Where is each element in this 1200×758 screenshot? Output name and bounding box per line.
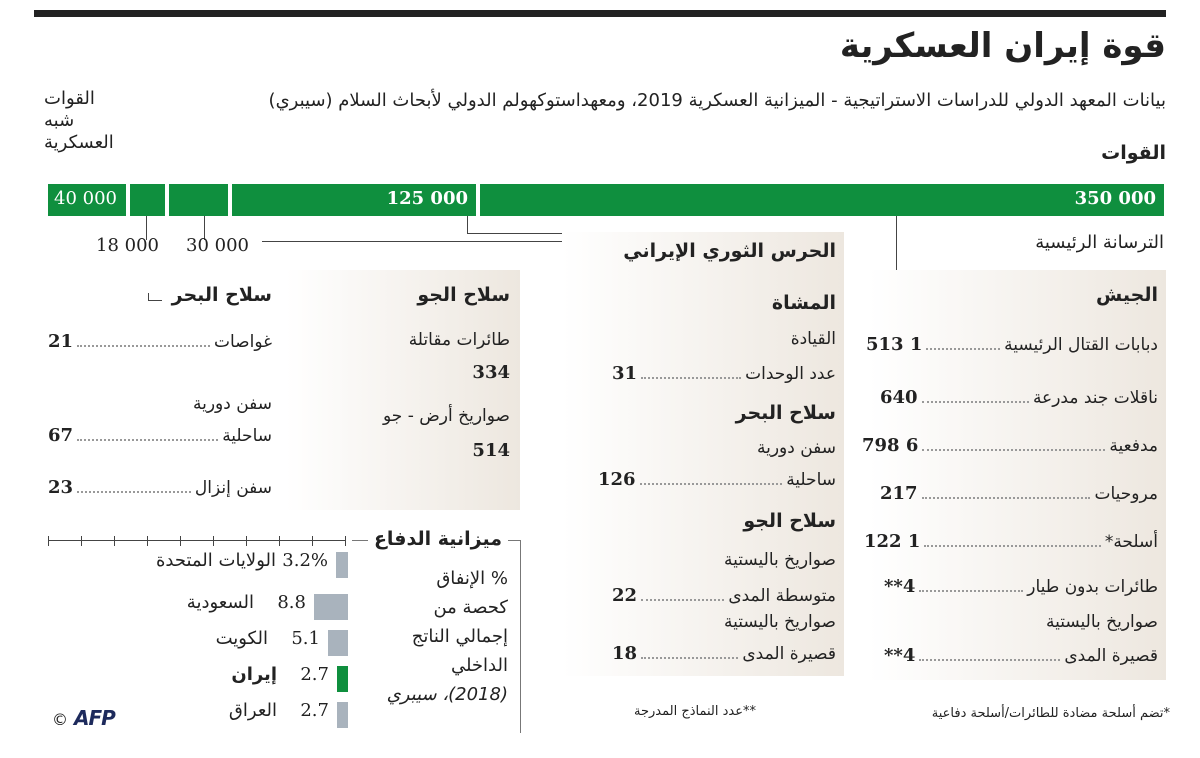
budget-axis-tick [345, 536, 346, 546]
budget-bar-3 [337, 666, 348, 692]
budget-bar-0 [336, 552, 348, 578]
budget-axis [48, 540, 346, 541]
navy-patrol-label1: سفن دورية [192, 394, 272, 414]
army-row-srbm: قصيرة المدى 4** [884, 645, 1158, 666]
budget-axis-tick [180, 536, 181, 546]
irgc-air-srbm-label1: صواريخ باليستية [723, 612, 836, 632]
irgc-title: الحرس الثوري الإيراني [623, 240, 836, 262]
budget-value-2: 5.1 [291, 628, 320, 649]
airforce-panel [286, 270, 520, 510]
irgc-navy-row: ساحلية 126 [598, 469, 836, 490]
budget-country-0: الولايات المتحدة [155, 550, 276, 571]
budget-value-4: 2.7 [300, 700, 329, 721]
budget-bar-4 [337, 702, 348, 728]
bar-label-paramilitary: 40 000 [54, 188, 117, 209]
budget-bar-1 [314, 594, 348, 620]
irgc-navy-label1: سفن دورية [756, 438, 836, 458]
bar-airforce [169, 184, 228, 216]
irgc-infantry-title: المشاة [771, 292, 836, 314]
paramilitary-label: القوات شبه العسكرية [44, 88, 114, 153]
footnote-models: **عدد النماذج المدرجة [634, 704, 756, 719]
irgc-navy-title: سلاح البحر [735, 402, 836, 424]
budget-value-1: 8.8 [277, 592, 306, 613]
army-row-tanks: دبابات القتال الرئيسية 1 513 [866, 334, 1158, 355]
airforce-title: سلاح الجو [417, 284, 510, 306]
army-srbm-label1: صواريخ باليستية [1045, 612, 1158, 632]
copyright-symbol: © [52, 710, 68, 729]
budget-axis-tick [147, 536, 148, 546]
budget-country-2: الكويت [215, 628, 268, 649]
budget-axis-tick [81, 536, 82, 546]
bar-army [480, 184, 1164, 216]
connector-350000 [896, 216, 897, 270]
budget-axis-tick [48, 536, 49, 546]
navy-patrol-row: ساحلية 67 [48, 425, 272, 446]
budget-bar-2 [328, 630, 348, 656]
bar-navy [130, 184, 165, 216]
navy-landing-row: سفن إنزال 23 [48, 477, 272, 498]
forces-label: القوات [1101, 142, 1166, 164]
army-row-helicopters: مروحيات 217 [880, 483, 1158, 504]
budget-value-3: 2.7 [300, 664, 329, 685]
connector-125000-h [467, 233, 562, 234]
arsenal-label: الترسانة الرئيسية [1035, 232, 1164, 253]
budget-description: % الإنفاق كحصة من إجمالي الناتج الداخلي (2018)، سيبري [386, 568, 508, 705]
navy-submarines-row: غواصات 21 [48, 331, 272, 352]
top-rule [34, 10, 1166, 17]
budget-value-0: 3.2% [282, 550, 328, 571]
connector-navy-h [148, 300, 162, 301]
budget-title: ميزانية الدفاع [368, 528, 508, 550]
label-18000: 18 000 [96, 235, 159, 256]
irgc-infantry-row: عدد الوحدات 31 [612, 363, 836, 384]
army-row-weapons: أسلحة* 1 122 [864, 531, 1158, 552]
navy-title: سلاح البحر [171, 284, 272, 306]
label-30000: 30 000 [186, 235, 249, 256]
irgc-infantry-label1: القيادة [790, 329, 836, 349]
airforce-fighters-value: 334 [472, 362, 510, 383]
irgc-air-mrbm-row: متوسطة المدى 22 [612, 585, 836, 606]
footnote-weapons: *تضم أسلحة مضادة للطائرات/أسلحة دفاعية [931, 706, 1170, 721]
budget-axis-tick [246, 536, 247, 546]
subtitle: بيانات المعهد الدولي للدراسات الاستراتيجية - الميزانية العسكرية 2019، ومعهداستوكهولم الدولي لأبحاث السلام (سيبري) [268, 90, 1166, 111]
budget-country-4: العراق [228, 700, 277, 721]
budget-country-1: السعودية [186, 592, 254, 613]
army-row-apc: ناقلات جند مدرعة 640 [880, 387, 1158, 408]
budget-country-3: إيران [231, 664, 277, 685]
connector-125000 [467, 216, 468, 233]
airforce-fighters-label: طائرات مقاتلة [408, 330, 510, 350]
budget-axis-tick [213, 536, 214, 546]
budget-axis-tick [114, 536, 115, 546]
budget-axis-tick [312, 536, 313, 546]
budget-axis-tick [279, 536, 280, 546]
army-row-drones: طائرات بدون طيار 4** [884, 576, 1158, 597]
airforce-sam-label: صواريخ أرض - جو [383, 406, 510, 426]
bar-label-army: 350 000 [1074, 188, 1156, 209]
army-row-artillery: مدفعية 6 798 [862, 435, 1158, 456]
bar-label-irgc: 125 000 [386, 188, 468, 209]
afp-logo: AFP [74, 706, 115, 730]
connector-30000-h [262, 241, 562, 242]
irgc-air-srbm-row: قصيرة المدى 18 [612, 643, 836, 664]
airforce-sam-value: 514 [472, 440, 510, 461]
army-title: الجيش [1096, 284, 1158, 306]
page-title: قوة إيران العسكرية [839, 26, 1166, 66]
irgc-air-mrbm-label1: صواريخ باليستية [723, 550, 836, 570]
irgc-air-title: سلاح الجو [743, 510, 836, 532]
